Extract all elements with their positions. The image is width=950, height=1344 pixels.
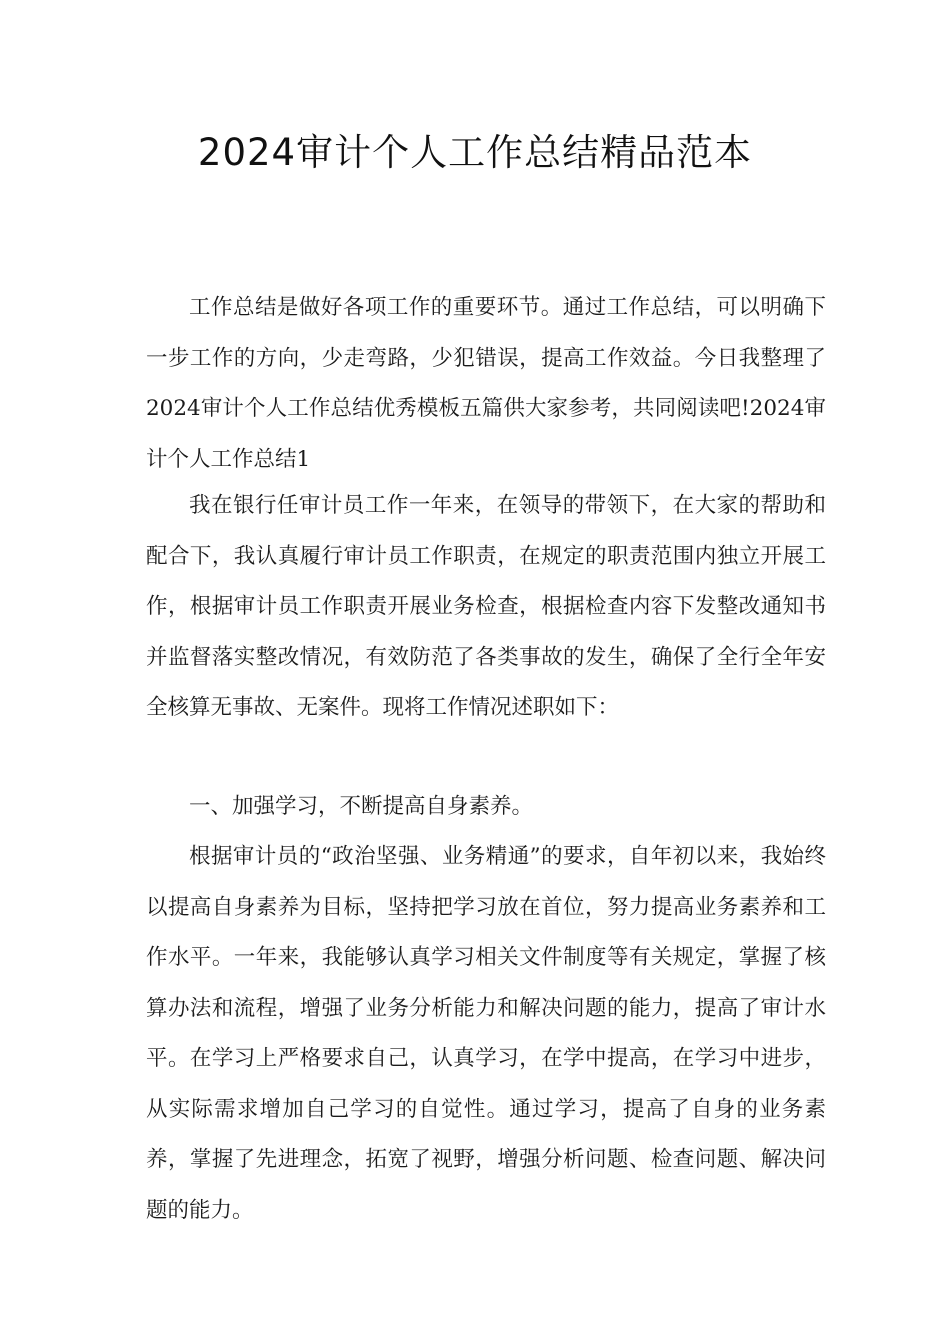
work-overview-paragraph: 我在银行任审计员工作一年来，在领导的带领下，在大家的帮助和配合下，我认真履行审计员工作职责，在规定的职责范围内独立开展工作，根据审计员工作职责开展业务检查，根据检查内容下发整改通知书并监督落实整改情况，有效防范了各类事故的发生，确保了全行全年安全核算无事故、无案件。现将工作情况述职如下： <box>146 493 826 720</box>
section-heading: 一、加强学习，不断提高自身素养。 <box>189 794 534 819</box>
document-title: 2024审计个人工作总结精品范本 <box>197 131 753 174</box>
section-body-paragraph: 根据审计员的“政治坚强、业务精通”的要求，自年初以来，我始终以提高自身素养为目标，坚持把学习放在首位，努力提高业务素养和工作水平。一年来，我能够认真学习相关文件制度等有关规定，掌握了核算办法和流程，增强了业务分析能力和解决问题的能力，提高了审计水平。在学习上严格要求自己，认真学习，在学中提高，在学习中进步，从实际需求增加自己学习的自觉性。通过学习，提高了自身的业务素养，掌握了先进理念，拓宽了视野，增强分析问题、检查问题、解决问题的能力。 <box>146 844 826 1223</box>
intro-paragraph: 工作总结是做好各项工作的重要环节。通过工作总结，可以明确下一步工作的方向，少走弯路，少犯错误，提高工作效益。今日我整理了2024审计个人工作总结优秀模板五篇供大家参考，共同阅读吧!2024审计个人工作总结1 <box>146 295 826 472</box>
